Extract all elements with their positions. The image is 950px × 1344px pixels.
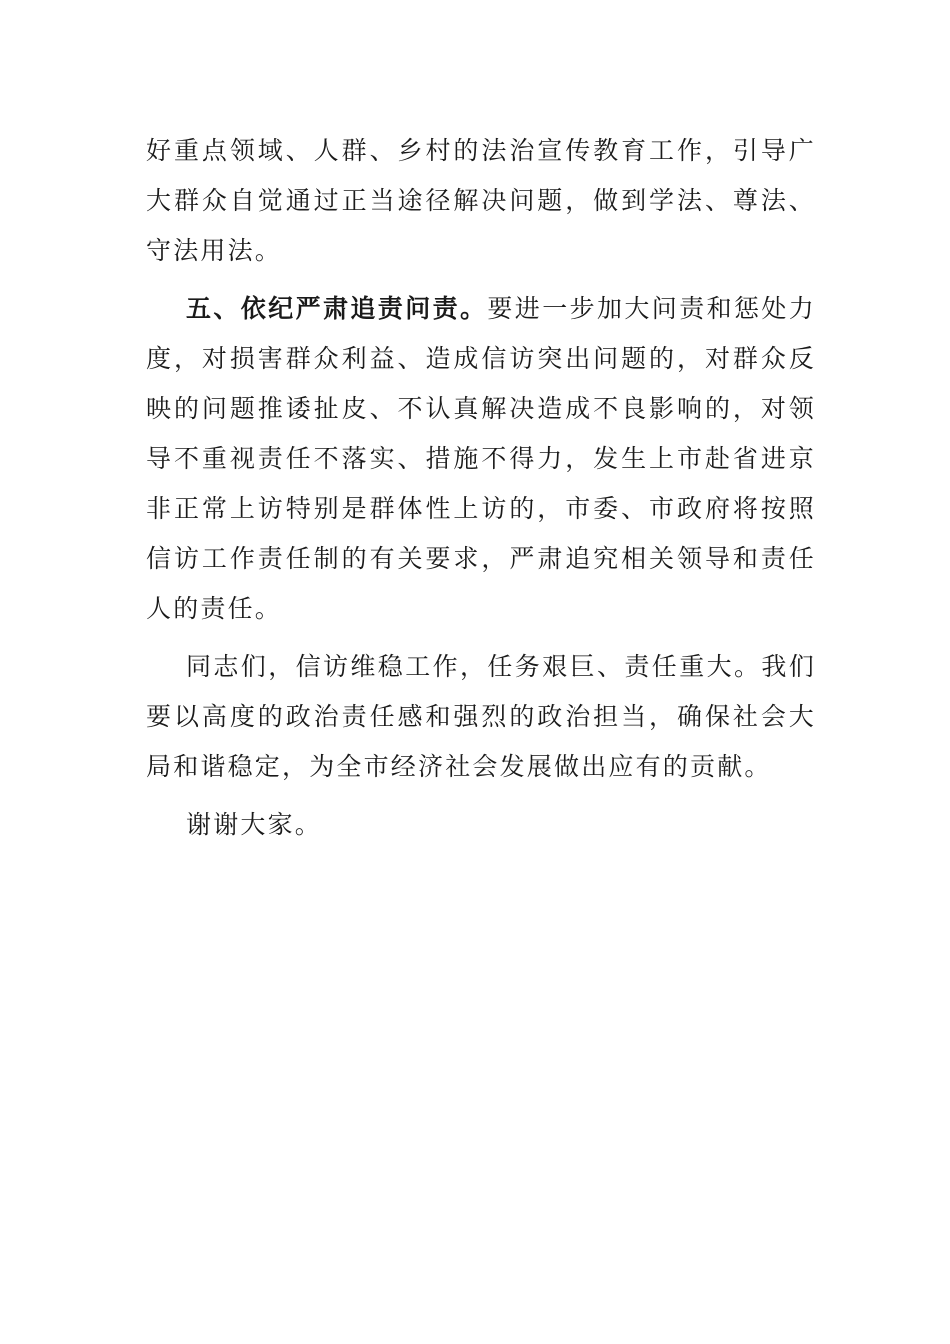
section-heading: 五、依纪严肃追责问责。 (186, 294, 488, 323)
paragraph-text: 同志们，信访维稳工作，任务艰巨、责任重大。我们要以高度的政治责任感和强烈的政治担当，确保社会大局和谐稳定，为全市经济社会发展做出应有的贡献。 (146, 652, 816, 781)
paragraph-text: 谢谢大家。 (186, 810, 323, 839)
paragraph-thanks (146, 800, 816, 850)
paragraph-text: 要进一步加大问责和惩处力度，对损害群众利益、造成信访突出问题的，对群众反映的问题推诿扯皮、不认真解决造成不良影响的，对领导不重视责任不落实、措施不得力，发生上市赴省进京非正常上访特别是群体性上访的，市委、市政府将按照信访工作责任制的有关要求，严肃追究相关领导和责任人的责任。 (146, 294, 817, 623)
document-body (146, 126, 816, 850)
paragraph-section-five (146, 284, 816, 634)
paragraph-text: 好重点领域、人群、乡村的法治宣传教育工作，引导广大群众自觉通过正当途径解决问题，做到学法、尊法、守法用法。 (146, 136, 816, 265)
paragraph-continuation (146, 126, 816, 276)
paragraph-closing-remarks (146, 642, 816, 792)
